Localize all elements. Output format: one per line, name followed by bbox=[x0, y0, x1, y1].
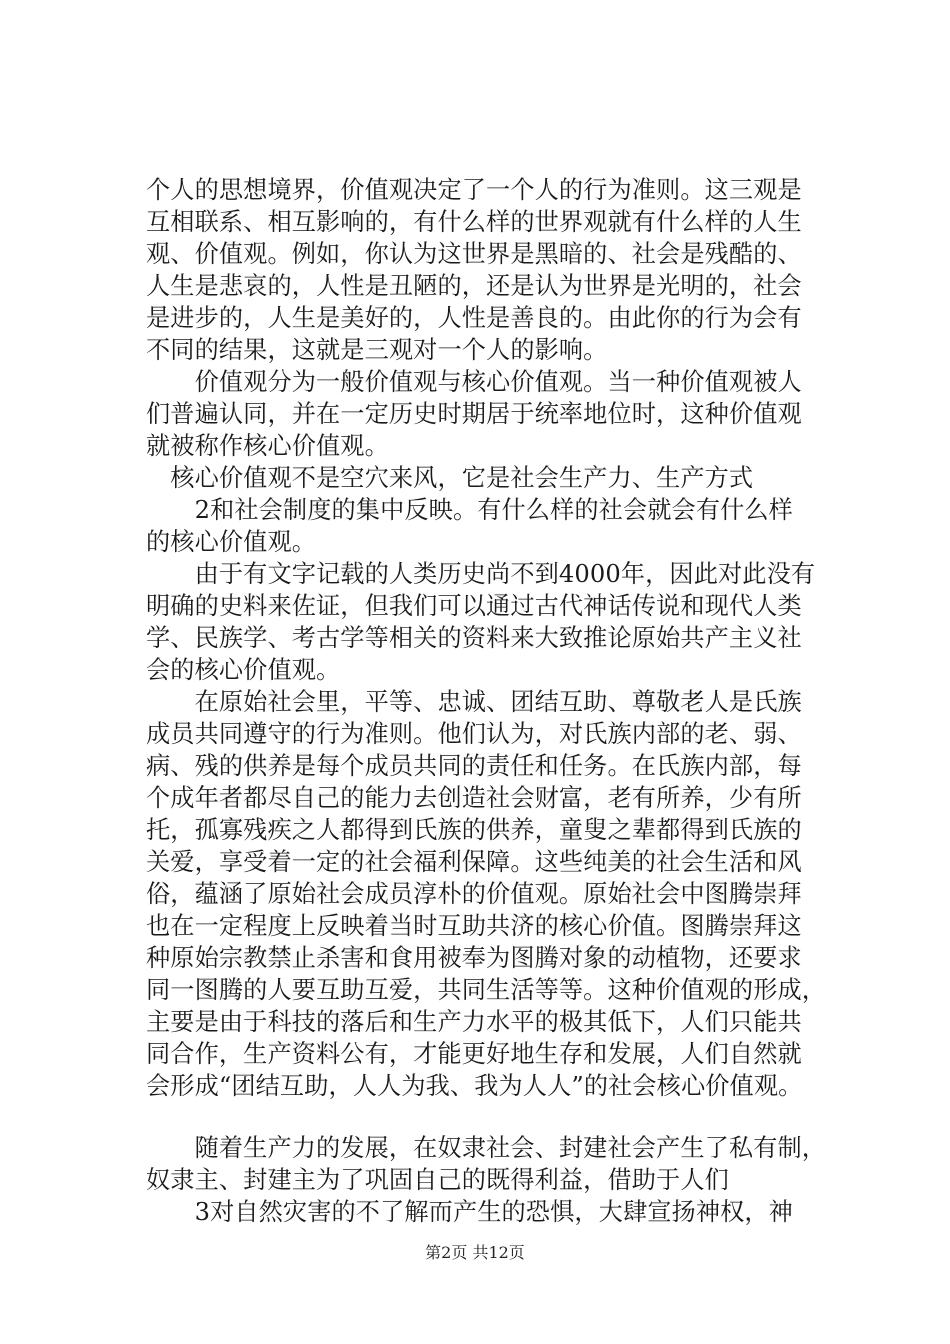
text-line: 个人的思想境界，价值观决定了一个人的行为准则。这三观是 bbox=[146, 176, 802, 204]
text-line: 观、价值观。例如，你认为这世界是黑暗的、社会是残酷的、 bbox=[146, 240, 802, 268]
text-line: 不同的结果，这就是三观对一个人的影响。 bbox=[146, 336, 608, 364]
text-line: 主要是由于科技的落后和生产力水平的极其低下，人们只能共 bbox=[146, 1008, 802, 1036]
text-line: 俗，蕴涵了原始社会成员淳朴的价值观。原始社会中图腾崇拜 bbox=[146, 880, 802, 908]
text-line: 在原始社会里，平等、忠诚、团结互助、尊敬老人是氏族 bbox=[146, 688, 802, 716]
paragraph-gap bbox=[146, 1102, 846, 1132]
text-line: 互相联系、相互影响的，有什么样的世界观就有什么样的人生 bbox=[146, 208, 802, 236]
text-line: 同一图腾的人要互助互爱，共同生活等等。这种价值观的形成， bbox=[146, 976, 827, 1004]
document-body bbox=[146, 174, 846, 1228]
text-line: 随着生产力的发展，在奴隶社会、封建社会产生了私有制， bbox=[146, 1134, 827, 1162]
text-line: 人生是悲哀的，人性是丑陋的，还是认为世界是光明的，社会 bbox=[146, 272, 802, 300]
text-line: 会形成“团结互助，人人为我、我为人人”的社会核心价值观。 bbox=[146, 1072, 803, 1100]
text-line: 成员共同遵守的行为准则。他们认为，对氏族内部的老、弱、 bbox=[146, 720, 802, 748]
text-line: 会的核心价值观。 bbox=[146, 656, 341, 684]
text-line: 病、残的供养是每个成员共同的责任和任务。在氏族内部，每 bbox=[146, 752, 802, 780]
text-line: 3对自然灾害的不了解而产生的恐惧，大肆宣扬神权，神 bbox=[146, 1198, 793, 1226]
text-line: 2和社会制度的集中反映。有什么样的社会就会有什么样 bbox=[146, 496, 793, 524]
text-line: 由于有文字记载的人类历史尚不到4000年，因此对此没有 bbox=[146, 560, 816, 588]
text-line: 也在一定程度上反映着当时互助共济的核心价值。图腾崇拜这 bbox=[146, 912, 802, 940]
page-number-footer: 第2页 共12页 bbox=[425, 1243, 525, 1262]
text-line: 种原始宗教禁止杀害和食用被奉为图腾对象的动植物，还要求 bbox=[146, 944, 802, 972]
text-line: 托，孤寡残疾之人都得到氏族的供养，童叟之辈都得到氏族的 bbox=[146, 816, 802, 844]
text-line: 就被称作核心价值观。 bbox=[146, 432, 389, 460]
text-line: 核心价值观不是空穴来风，它是社会生产力、生产方式 bbox=[146, 464, 754, 492]
text-line: 明确的史料来佐证，但我们可以通过古代神话传说和现代人类 bbox=[146, 592, 802, 620]
text-line: 奴隶主、封建主为了巩固自己的既得利益，借助于人们 bbox=[146, 1166, 729, 1194]
text-line: 个成年者都尽自己的能力去创造社会财富，老有所养，少有所 bbox=[146, 784, 802, 812]
text-line: 们普遍认同，并在一定历史时期居于统率地位时，这种价值观 bbox=[146, 400, 802, 428]
text-line: 是进步的，人生是美好的，人性是善良的。由此你的行为会有 bbox=[146, 304, 802, 332]
text-line: 学、民族学、考古学等相关的资料来大致推论原始共产主义社 bbox=[146, 624, 802, 652]
text-line: 关爱，享受着一定的社会福利保障。这些纯美的社会生活和风 bbox=[146, 848, 802, 876]
text-line: 同合作，生产资料公有，才能更好地生存和发展，人们自然就 bbox=[146, 1040, 802, 1068]
text-line: 的核心价值观。 bbox=[146, 528, 317, 556]
text-line: 价值观分为一般价值观与核心价值观。当一种价值观被人 bbox=[146, 368, 802, 396]
